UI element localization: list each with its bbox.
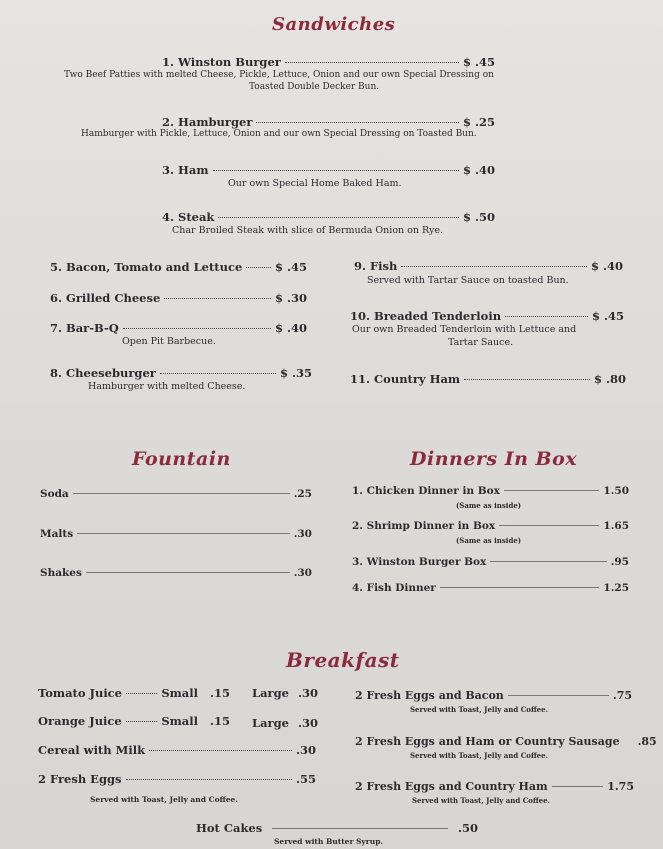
item-name: 8. Cheeseburger [50, 366, 156, 380]
menu-item-tomato-juice [38, 686, 198, 700]
menu-item-bar-b-q [50, 321, 307, 335]
sandwiches-heading: Sandwiches [272, 14, 396, 35]
small-price: .15 [210, 714, 231, 728]
menu-item-blt [50, 260, 307, 274]
item-description: Hamburger with melted Cheese. [88, 381, 246, 392]
item-price: .30 [295, 743, 316, 757]
item-price: .75 [612, 689, 632, 702]
menu-item-hamburger [162, 115, 495, 129]
dot-leader [77, 533, 290, 534]
item-description: Open Pit Barbecue. [122, 336, 216, 347]
menu-item-winston-burger-box [352, 556, 629, 568]
menu-item-orange-juice [38, 714, 198, 728]
dinners-in-box-heading: Dinners In Box [410, 448, 578, 470]
dot-leader [401, 266, 587, 267]
size-large-label: Large [252, 686, 289, 700]
menu-item-country-ham [350, 372, 626, 386]
item-note: Served with Toast, Jelly and Coffee. [90, 795, 238, 804]
item-name: 6. Grilled Cheese [50, 291, 161, 305]
item-price: 1.25 [603, 582, 629, 594]
item-description: Hamburger with Pickle, Lettuce, Onion and our own Special Dressing on Toasted Bun. [81, 129, 477, 139]
item-name: 2. Shrimp Dinner in Box [352, 520, 496, 532]
size-large-label: Large [252, 716, 289, 730]
item-price: $ .40 [590, 259, 623, 273]
item-name: 3. Ham [162, 163, 209, 177]
item-description: Served with Tartar Sauce on toasted Bun. [367, 275, 569, 286]
large-price: .30 [298, 686, 319, 700]
menu-item-cheeseburger [50, 366, 312, 380]
dot-leader [246, 267, 271, 268]
menu-item-ham [162, 163, 495, 177]
item-price: $ .25 [462, 115, 495, 129]
item-price: .95 [610, 556, 629, 568]
size-small-label: Small [161, 714, 198, 728]
item-price: $ .45 [462, 55, 495, 69]
menu-item-chicken-dinner [352, 485, 629, 497]
item-description: Our own Breaded Tenderloin with Lettuce and [352, 324, 577, 335]
breakfast-heading: Breakfast [286, 648, 400, 672]
item-description: Tartar Sauce. [448, 337, 514, 348]
menu-item-winston-burger [162, 55, 495, 69]
item-name: Cereal with Milk [38, 743, 146, 757]
menu-item-shrimp-dinner [352, 520, 629, 532]
item-name: 3. Winston Burger Box [352, 556, 487, 568]
item-name: 7. Bar-B-Q [50, 321, 119, 335]
menu-item-malts [40, 528, 312, 540]
item-price: 1.75 [607, 780, 634, 793]
item-price: $ .40 [274, 321, 307, 335]
item-name: 1. Winston Burger [162, 55, 281, 69]
item-name: Malts [40, 528, 74, 540]
dot-leader [126, 721, 158, 722]
item-name: 2. Hamburger [162, 115, 253, 129]
item-name: 9. Fish [354, 259, 398, 273]
item-description: Char Broiled Steak with slice of Bermuda Onion on Rye. [172, 225, 444, 236]
dot-leader [164, 298, 271, 299]
item-price: 1.50 [603, 485, 629, 497]
dot-leader [505, 316, 588, 317]
item-price: $ .40 [462, 163, 495, 177]
dot-leader [499, 525, 599, 526]
item-price: .30 [293, 528, 312, 540]
item-name: Soda [40, 488, 69, 500]
dot-leader [464, 379, 590, 380]
item-name: 2 Fresh Eggs and Bacon [355, 689, 504, 702]
item-name: 2 Fresh Eggs [38, 772, 122, 786]
dot-leader [213, 170, 459, 171]
dot-leader [490, 561, 606, 562]
item-name: 2 Fresh Eggs and Ham or Country Sausage [355, 735, 620, 748]
item-note: Served with Butter Syrup. [274, 837, 384, 846]
menu-item-2-fresh-eggs [38, 772, 316, 786]
item-name: Hot Cakes [196, 821, 263, 835]
dot-leader [272, 828, 448, 829]
item-price: $ .45 [591, 309, 624, 323]
menu-item-breaded-tenderloin [350, 309, 624, 323]
item-description: Our own Special Home Baked Ham. [228, 178, 402, 189]
menu-item-soda [40, 488, 312, 500]
item-price: $ .50 [462, 210, 495, 224]
item-name: 11. Country Ham [350, 372, 461, 386]
menu-item-eggs-and-country-ham [355, 780, 634, 793]
item-name: 5. Bacon, Tomato and Lettuce [50, 260, 243, 274]
item-price: .25 [293, 488, 312, 500]
item-price: $ .80 [593, 372, 626, 386]
item-note: Served with Toast, Jelly and Coffee. [410, 751, 549, 760]
item-note: (Same as inside) [456, 501, 522, 510]
dot-leader [285, 62, 459, 63]
item-note: (Same as inside) [456, 536, 522, 545]
item-price: 1.65 [603, 520, 629, 532]
item-price: .55 [295, 772, 316, 786]
item-name: Orange Juice [38, 714, 122, 728]
item-note: Served with Toast, Jelly and Coffee. [410, 705, 549, 714]
large-price: .30 [298, 716, 319, 730]
menu-item-fish-dinner [352, 582, 629, 594]
item-description: Toasted Double Decker Bun. [249, 82, 380, 92]
menu-item-eggs-and-bacon [355, 689, 632, 702]
item-price: .50 [457, 821, 478, 835]
small-price: .15 [210, 686, 231, 700]
size-small-label: Small [161, 686, 198, 700]
dot-leader [552, 786, 604, 787]
dot-leader [126, 693, 157, 694]
dot-leader [218, 217, 459, 218]
menu-item-steak [162, 210, 495, 224]
item-name: Tomato Juice [38, 686, 123, 700]
item-description: Two Beef Patties with melted Cheese, Pickle, Lettuce, Onion and our own Special Dressing on [64, 70, 494, 80]
dot-leader [440, 587, 600, 588]
menu-item-fish [354, 259, 623, 273]
menu-item-eggs-and-ham-or-sausage [355, 735, 657, 748]
dot-leader [149, 750, 292, 751]
dot-leader [126, 779, 292, 780]
menu-item-cereal-with-milk [38, 743, 316, 757]
item-name: 4. Fish Dinner [352, 582, 436, 594]
item-name: Shakes [40, 567, 82, 579]
menu-item-shakes [40, 567, 312, 579]
dot-leader [123, 328, 271, 329]
item-price: $ .30 [274, 291, 307, 305]
item-price: $ .45 [274, 260, 307, 274]
menu-item-grilled-cheese [50, 291, 307, 305]
item-name: 1. Chicken Dinner in Box [352, 485, 500, 497]
dot-leader [73, 493, 290, 494]
menu-item-hot-cakes [196, 821, 478, 835]
item-name: 2 Fresh Eggs and Country Ham [355, 780, 548, 793]
item-price: $ .35 [279, 366, 312, 380]
item-price: .85 [637, 735, 657, 748]
dot-leader [508, 695, 609, 696]
item-note: Served with Toast, Jelly and Coffee. [412, 796, 551, 805]
fountain-heading: Fountain [132, 448, 231, 470]
dot-leader [256, 122, 459, 123]
dot-leader [504, 490, 600, 491]
item-price: .30 [293, 567, 312, 579]
dot-leader [160, 373, 276, 374]
item-name: 10. Breaded Tenderloin [350, 309, 502, 323]
dot-leader [86, 572, 290, 573]
item-name: 4. Steak [162, 210, 215, 224]
